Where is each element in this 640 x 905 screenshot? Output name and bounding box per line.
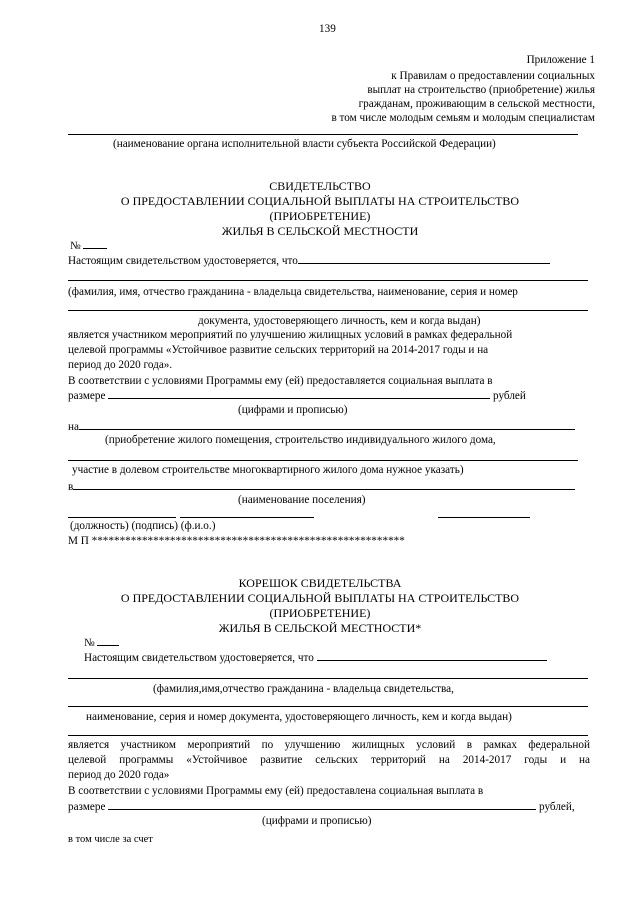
amount-field [108, 800, 536, 810]
appendix-line: в том числе молодым семьям и молодым специалистам [331, 112, 595, 124]
blank-line [68, 678, 588, 679]
in-label: в [68, 481, 74, 493]
participant-line: является участником мероприятий по улучшению жилищных условий в рамках федеральной [68, 329, 513, 341]
amount-label: размере [68, 801, 106, 813]
on-label: на [68, 421, 79, 433]
number-field [97, 636, 119, 646]
holder-field [298, 254, 550, 264]
currency-label: рублей, [539, 801, 575, 813]
doc-caption: документа, удостоверяющего личность, кем и когда выдан) [198, 315, 481, 327]
number-label: № [84, 637, 95, 649]
appendix-line: выплат на строительство (приобретение) жилья [367, 84, 595, 96]
authority-line [68, 134, 578, 135]
holder-field [317, 651, 547, 661]
certificate-title: (ПРИОБРЕТЕНИЕ) [269, 209, 371, 223]
participant-line: период до 2020 года». [68, 359, 173, 371]
blank-line [68, 280, 588, 281]
stub-program-text: В соответствии с условиями Программы ему (ей) предоставлена социальная выплата в [68, 785, 484, 797]
settlement-caption: (наименование поселения) [238, 494, 366, 506]
stub-participant-line: целевой программы «Устойчивое развитие сельских территорий на 2014-2017 годы и на [68, 754, 590, 766]
blank-line [68, 706, 588, 707]
stub-certifies-line [84, 651, 547, 665]
appendix-line: гражданам, проживающим в сельской местности, [358, 98, 595, 110]
amount-field [108, 389, 490, 399]
currency-label: рублей [493, 390, 526, 402]
blank-line [68, 460, 578, 461]
blank-line [68, 735, 588, 736]
stub-participant-line: является участником мероприятий по улучшению жилищных условий в рамках федеральной [68, 739, 590, 751]
page-number: 139 [319, 23, 336, 35]
purpose-line [68, 420, 575, 434]
certificate-number [70, 239, 107, 253]
stamp-line: М П ******************************************************** [68, 535, 405, 547]
including-text: в том числе за счет [68, 834, 153, 845]
position-line [68, 517, 176, 518]
appendix-line: к Правилам о предоставлении социальных [391, 70, 595, 82]
stub-number [84, 636, 119, 650]
stub-fio-caption: (фамилия,имя,отчество гражданина - владельца свидетельства, [153, 683, 454, 695]
stub-participant-line: период до 2020 года» [68, 769, 170, 781]
program-text: В соответствии с условиями Программы ему (ей) предоставляется социальная выплата в [68, 375, 493, 387]
participant-line: целевой программы «Устойчивое развитие сельских территорий на 2014-2017 годы и на [68, 344, 489, 356]
fio-caption: (фамилия, имя, отчество гражданина - владельца свидетельства, наименование, серия и номер [68, 286, 518, 298]
purpose-caption: участие в долевом строительстве многоквартирного жилого дома нужное указать) [72, 464, 464, 476]
number-field [83, 239, 107, 249]
amount-label: размере [68, 390, 106, 402]
name-line [438, 517, 530, 518]
number-label: № [70, 240, 81, 252]
signature-caption: (должность) (подпись) (ф.и.о.) [70, 520, 216, 532]
stub-title: КОРЕШОК СВИДЕТЕЛЬСТВА [238, 576, 402, 590]
purpose-field [79, 420, 575, 430]
amount-caption: (цифрами и прописью) [238, 404, 348, 416]
settlement-field [73, 480, 575, 490]
purpose-caption: (приобретение жилого помещения, строительство индивидуального жилого дома, [105, 434, 496, 446]
stub-doc-caption: наименование, серия и номер документа, удостоверяющего личность, кем и когда выдан) [86, 711, 512, 723]
stub-title: (ПРИОБРЕТЕНИЕ) [269, 606, 371, 620]
certifies-text: Настоящим свидетельством удостоверяется, что [84, 652, 314, 664]
certifies-text: Настоящим свидетельством удостоверяется, что [68, 255, 298, 267]
certifies-line [68, 254, 550, 268]
certificate-title: О ПРЕДОСТАВЛЕНИИ СОЦИАЛЬНОЙ ВЫПЛАТЫ НА СТРОИТЕЛЬСТВО [120, 194, 520, 208]
settlement-line [68, 480, 575, 494]
signature-line [180, 517, 314, 518]
amount-line [68, 389, 526, 403]
stub-title: ЖИЛЬЯ В СЕЛЬСКОЙ МЕСТНОСТИ* [218, 621, 422, 635]
stub-amount-line [68, 800, 575, 814]
appendix-title: Приложение 1 [526, 54, 595, 66]
stub-amount-caption: (цифрами и прописью) [262, 815, 372, 827]
blank-line [68, 310, 588, 311]
authority-caption: (наименование органа исполнительной власти субъекта Российской Федерации) [113, 138, 496, 150]
certificate-title: СВИДЕТЕЛЬСТВО [269, 179, 371, 193]
stub-title: О ПРЕДОСТАВЛЕНИИ СОЦИАЛЬНОЙ ВЫПЛАТЫ НА СТРОИТЕЛЬСТВО [120, 591, 520, 605]
certificate-title: ЖИЛЬЯ В СЕЛЬСКОЙ МЕСТНОСТИ [221, 224, 419, 238]
